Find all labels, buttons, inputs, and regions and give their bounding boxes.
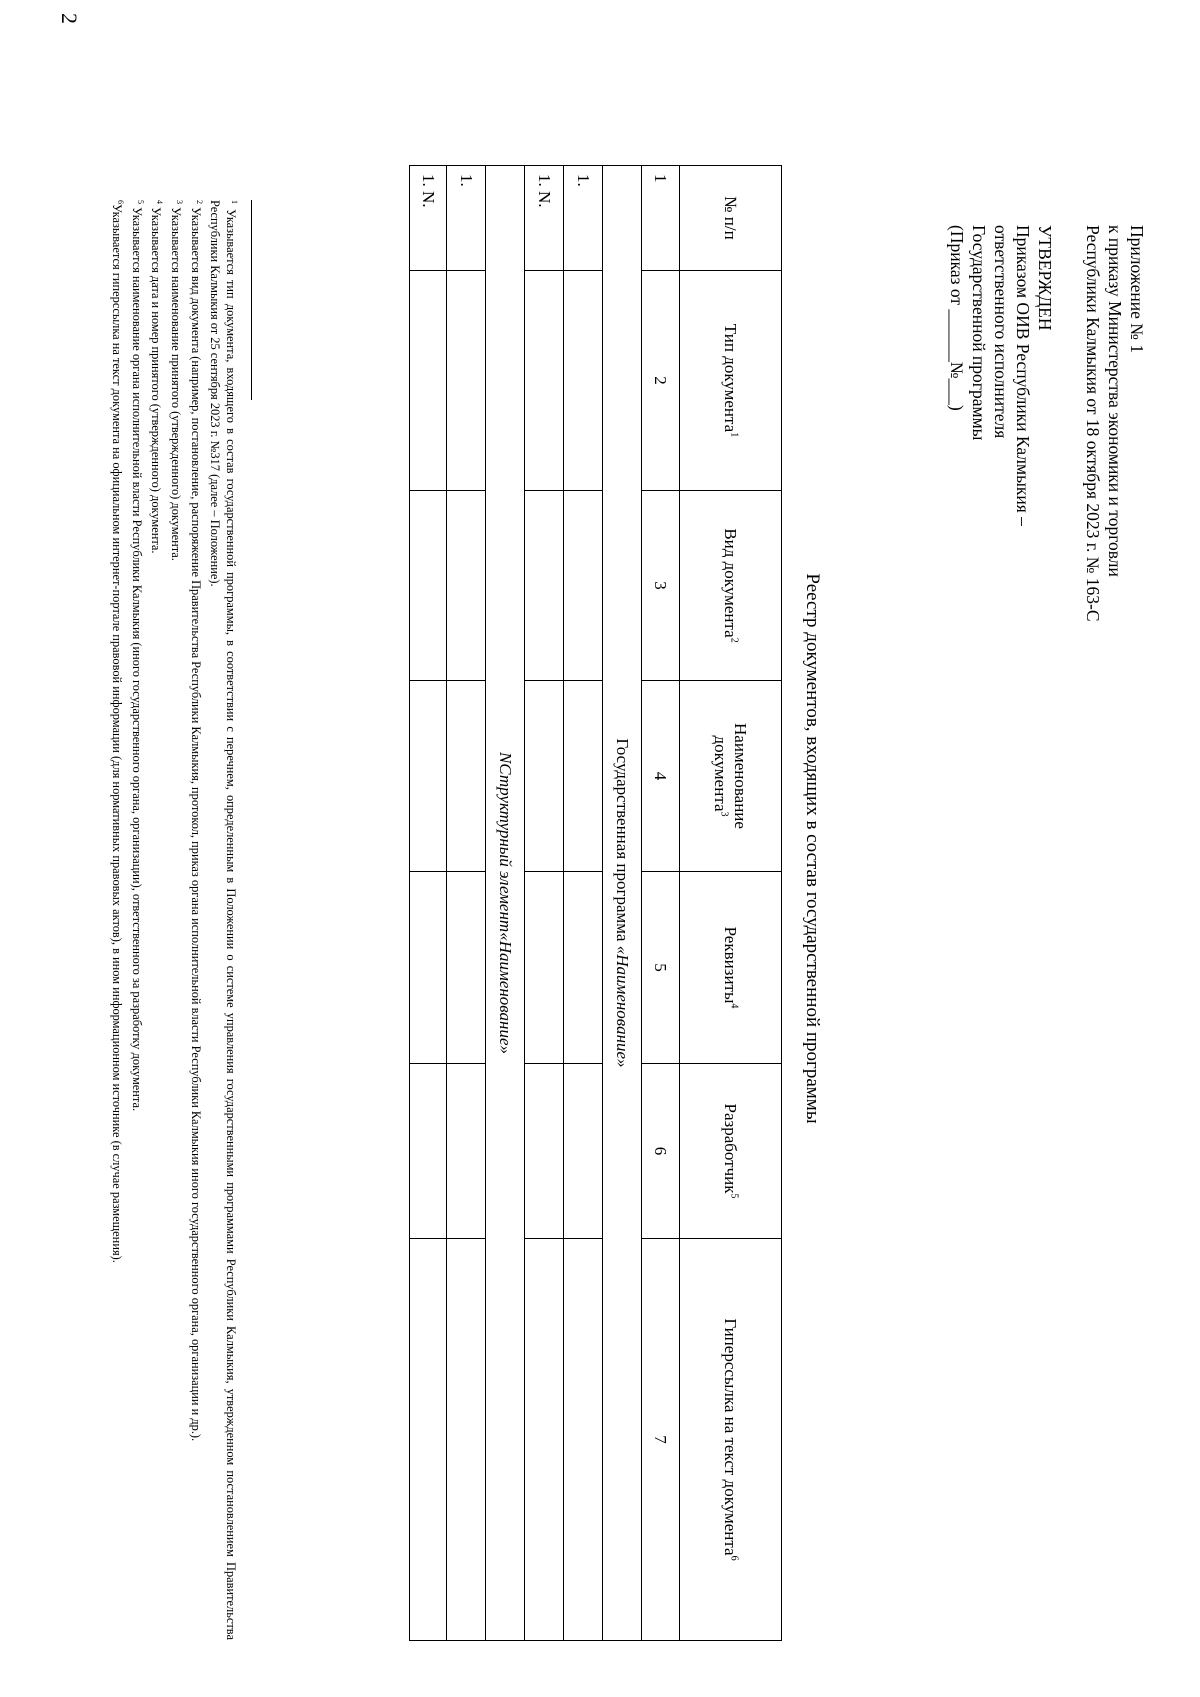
- order-ref-line: (Приказ от ______№___): [947, 225, 967, 411]
- col-number: 7: [642, 1239, 680, 1641]
- footnote-5: $^5$ Указывается наименование органа исполнительной власти Республики Калмыкия (иного государственного органа, организации), ответственного за разработку документа.: [129, 200, 145, 1112]
- col-number: 4: [642, 681, 680, 872]
- approved-label: УТВЕРЖДЕН: [1035, 225, 1055, 331]
- footnote-ref: 3: [719, 811, 731, 817]
- header-doc-name: Наименование документа$^3$: [680, 681, 782, 872]
- footnote-ref: 4: [729, 1003, 741, 1009]
- row-number: 1.: [447, 166, 486, 271]
- table-row: [447, 166, 486, 1641]
- col-number: 5: [642, 872, 680, 1064]
- approval-block: [946, 225, 1148, 622]
- appendix-line: Приложение № 1: [1127, 225, 1147, 354]
- section-element-cell: NСтруктурный элемент«Наименование»: [486, 166, 525, 1641]
- order-line: к приказу Министерства экономики и торговли: [1105, 225, 1125, 577]
- footnote-ref: 2: [729, 637, 741, 643]
- header-developer: Разработчик$^5$: [680, 1064, 782, 1239]
- col-number: 1: [642, 166, 680, 271]
- footnote-4: $^4$ Указывается дата и номер принятого (утвержденного) документа.: [149, 200, 165, 554]
- document-title: Реестр документов, входящих в состав государственной программы: [802, 573, 823, 1124]
- header-hyperlink: Гиперссылка на текст документа$^6$: [680, 1239, 782, 1641]
- col-number: 3: [642, 491, 680, 681]
- column-numbers-row: [642, 166, 680, 1641]
- footnote-3: $^3$ Указывается наименование принятого (утвержденного) документа.: [168, 200, 184, 561]
- row-number: 1. N.: [410, 166, 447, 271]
- header-doc-kind: Вид документа$^2$: [680, 491, 782, 681]
- footnote-1: $^1$ Указывается тип документа, входящего в состав государственной программы, в соответствии с перечнем, определенным в Положении о системе управления государственными программами Республики Калмыкия, утвержденном постановлением Правительства Республики Калмыкия от 25 сентября 2023 г. №317 (далее – Положение).: [208, 200, 239, 1640]
- footnotes: [108, 200, 242, 1640]
- row-number: 1.: [564, 166, 603, 271]
- row-number: 1. N.: [525, 166, 564, 271]
- footnote-ref: 6: [729, 1555, 741, 1561]
- footnote-6: $^6$Указывается гиперссылка на текст документа на официальном интернет-портале правовой информации (для нормативных правовых актов), в ином информационном источнике (в случае размещения).: [109, 200, 125, 1263]
- header-num: № п/п: [680, 166, 782, 271]
- table-row: [410, 166, 447, 1641]
- header-requisites: Реквизиты$^4$: [680, 872, 782, 1064]
- section-program-cell: Государственная программа «Наименование»: [603, 166, 642, 1641]
- footnote-separator: [251, 200, 252, 400]
- footnote-ref: 1: [729, 432, 741, 438]
- header-doc-type: Тип документа$^1$: [680, 271, 782, 491]
- col-number: 6: [642, 1064, 680, 1239]
- footnote-2: $^2$ Указывается вид документа (например, постановление, распоряжение Правительства Республики Калмыкия, протокол, приказ органа исполнительной власти Республики Калмыкия иного государственного органа, организации и др.).: [188, 200, 204, 1442]
- col-number: 2: [642, 271, 680, 491]
- registry-table: [409, 165, 782, 1641]
- section-row-program: [603, 166, 642, 1641]
- header-row: [680, 166, 782, 1641]
- table-row: [564, 166, 603, 1641]
- executor-line: ответственного исполнителя: [991, 225, 1011, 439]
- page-number: 2: [57, 13, 82, 24]
- order-date-line: Республики Калмыкия от 18 октября 2023 г. № 163-С: [1083, 225, 1103, 622]
- footnote-ref: 5: [729, 1193, 741, 1199]
- approved-by-line: Приказом ОИВ Республики Калмыкия –: [1013, 225, 1033, 526]
- section-row-element: [486, 166, 525, 1641]
- program-line: Государственной программы: [969, 225, 989, 441]
- table-row: [525, 166, 564, 1641]
